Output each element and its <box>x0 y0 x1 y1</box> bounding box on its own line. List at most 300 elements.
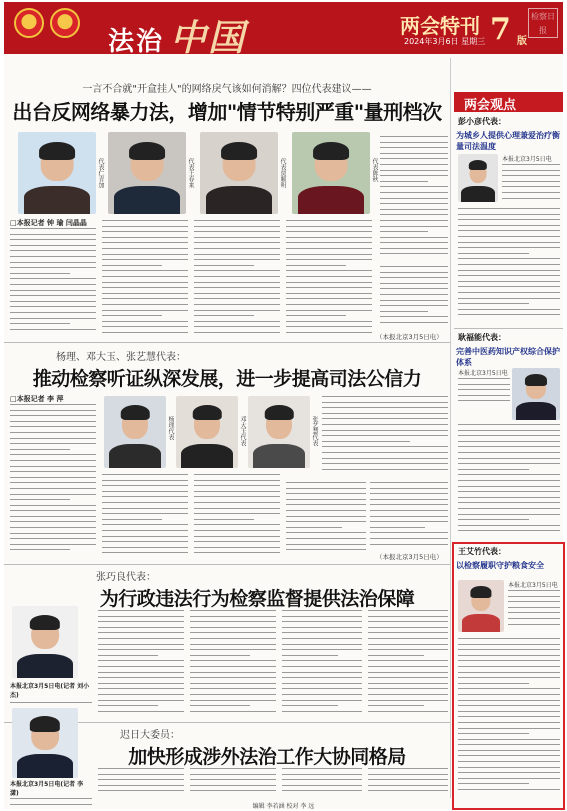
text-line <box>458 452 560 453</box>
text-line <box>194 321 280 322</box>
text-line <box>10 466 96 467</box>
article2-note: （本报北京3月5日电） <box>376 553 443 561</box>
text-line <box>102 248 188 249</box>
text-line <box>98 655 158 656</box>
sidebar-item-title: 完善中医药知识产权综合保护体系 <box>456 346 560 367</box>
column-divider <box>450 58 451 798</box>
text-line <box>190 621 276 622</box>
text-line <box>194 254 280 255</box>
page-unit: 版 <box>517 36 527 47</box>
text-line <box>458 253 529 254</box>
article-text <box>368 768 448 798</box>
text-line <box>102 259 188 260</box>
text-line <box>502 164 560 165</box>
text-line <box>380 253 448 254</box>
article-text <box>98 610 184 718</box>
portrait-photo <box>176 396 238 468</box>
text-line <box>10 410 96 411</box>
text-line <box>10 295 96 296</box>
text-line <box>368 785 448 786</box>
text-line <box>458 384 510 385</box>
article-text <box>190 610 276 718</box>
section-divider <box>454 328 563 329</box>
article-text <box>370 482 448 550</box>
text-line <box>10 544 96 545</box>
article2-kicker: 杨理、邓大玉、张艺慧代表： <box>56 352 186 363</box>
text-line <box>380 175 448 176</box>
text-line <box>282 711 362 712</box>
text-line <box>286 287 372 288</box>
photo-caption: 本报北京3月5日电(记者 李 潇) <box>10 781 84 797</box>
article-text <box>10 404 96 558</box>
sidebar-item-meta: 本报北京3月5日电 <box>502 156 552 163</box>
text-line <box>102 315 162 316</box>
text-line <box>194 536 280 537</box>
text-line <box>102 237 188 238</box>
text-line <box>102 321 188 322</box>
text-line <box>380 237 448 238</box>
text-line <box>190 700 276 701</box>
masthead <box>4 2 563 54</box>
text-line <box>194 248 280 249</box>
brand-title: 法治 中国 <box>108 17 247 54</box>
text-line <box>502 186 560 187</box>
text-line <box>458 514 560 515</box>
text-line <box>322 463 448 464</box>
portrait-photo <box>512 368 560 420</box>
text-line <box>98 705 158 706</box>
text-line <box>286 532 366 533</box>
text-line <box>98 644 184 645</box>
text-line <box>380 242 448 243</box>
text-line <box>380 283 448 284</box>
text-line <box>286 504 366 505</box>
text-line <box>380 203 448 204</box>
photo-caption: 代表陈秋 <box>371 158 378 182</box>
text-line <box>380 192 448 193</box>
article-text <box>322 396 448 478</box>
text-line <box>368 666 448 667</box>
text-line <box>380 170 448 171</box>
text-line <box>368 677 448 678</box>
text-line <box>380 214 448 215</box>
text-line <box>380 158 448 159</box>
article4-kicker: 迟日大委员： <box>120 730 180 741</box>
text-line <box>286 310 372 311</box>
portrait-photo <box>12 606 78 678</box>
text-line <box>282 644 362 645</box>
text-line <box>194 310 280 311</box>
text-line <box>102 536 188 537</box>
article-text <box>102 220 188 338</box>
text-line <box>370 516 448 517</box>
text-line <box>368 768 448 769</box>
text-line <box>102 530 188 531</box>
text-line <box>370 488 448 489</box>
text-line <box>10 278 96 279</box>
text-line <box>380 181 428 182</box>
text-line <box>10 323 70 324</box>
text-line <box>380 266 448 267</box>
article-text <box>458 424 560 536</box>
text-line <box>380 231 428 232</box>
text-line <box>10 301 96 302</box>
text-line <box>458 395 510 396</box>
text-line <box>458 530 560 531</box>
text-line <box>98 768 184 769</box>
article2-headline: 推动检察听证纵深发展，进一步提高司法公信力 <box>32 368 422 390</box>
text-line <box>194 508 280 509</box>
text-line <box>98 666 184 667</box>
text-line <box>190 672 276 673</box>
text-line <box>10 488 96 489</box>
text-line <box>282 705 338 706</box>
article2-byline: □本报记者 李 萍 <box>10 395 64 403</box>
text-line <box>458 219 560 220</box>
article-text <box>282 768 362 798</box>
text-line <box>286 248 372 249</box>
article-text <box>286 482 366 558</box>
text-line <box>194 220 280 221</box>
text-line <box>194 524 280 525</box>
text-line <box>10 228 96 229</box>
text-line <box>458 214 560 215</box>
text-line <box>10 454 96 455</box>
text-line <box>102 310 188 311</box>
text-line <box>282 672 362 673</box>
text-line <box>370 499 448 500</box>
text-line <box>190 683 276 684</box>
text-line <box>102 282 188 283</box>
text-line <box>458 441 560 442</box>
text-line <box>370 521 448 522</box>
page-number: 7 <box>490 12 511 47</box>
text-line <box>458 225 560 226</box>
section-divider <box>4 564 450 565</box>
text-line <box>380 272 448 273</box>
procuratorate-emblem-icon <box>50 8 80 38</box>
text-line <box>458 378 510 379</box>
text-line <box>286 220 372 221</box>
text-line <box>102 513 188 514</box>
text-line <box>286 298 372 299</box>
text-line <box>10 516 96 517</box>
article-text <box>190 768 276 798</box>
text-line <box>190 610 276 611</box>
text-line <box>194 242 280 243</box>
text-line <box>10 256 96 257</box>
text-line <box>98 711 184 712</box>
text-line <box>10 443 96 444</box>
text-line <box>322 458 448 459</box>
text-line <box>368 610 448 611</box>
text-line <box>102 220 188 221</box>
text-line <box>286 499 366 500</box>
text-line <box>282 683 362 684</box>
text-line <box>194 496 280 497</box>
sidebar-item-meta: 本报北京3月5日电 <box>508 582 558 589</box>
text-line <box>282 616 362 617</box>
text-line <box>102 265 162 266</box>
text-line <box>190 790 276 791</box>
text-line <box>380 311 428 312</box>
text-line <box>322 396 448 397</box>
text-line <box>102 524 188 525</box>
text-line <box>102 293 188 294</box>
text-line <box>98 610 184 611</box>
text-line <box>286 315 346 316</box>
text-line <box>190 632 276 633</box>
text-line <box>458 458 560 459</box>
text-line <box>102 332 188 333</box>
portrait-photo <box>248 396 310 468</box>
text-line <box>98 779 184 780</box>
text-line <box>98 638 184 639</box>
text-line <box>286 254 372 255</box>
text-line <box>322 413 448 414</box>
portrait-photo <box>18 132 96 214</box>
text-line <box>370 482 448 483</box>
portrait-photo <box>12 708 78 778</box>
text-line <box>10 234 96 235</box>
text-line <box>282 768 362 769</box>
sidebar-item-meta: 本报北京3月5日电 <box>458 370 508 377</box>
text-line <box>458 303 529 304</box>
text-line <box>322 435 448 436</box>
article-text <box>194 220 280 338</box>
text-line <box>194 530 280 531</box>
text-line <box>380 220 448 221</box>
text-line <box>102 547 188 548</box>
text-line <box>282 627 362 628</box>
text-line <box>380 277 448 278</box>
text-line <box>322 441 410 442</box>
text-line <box>370 504 448 505</box>
text-line <box>194 315 254 316</box>
text-line <box>458 286 560 287</box>
text-line <box>190 644 276 645</box>
text-line <box>10 306 96 307</box>
text-line <box>458 474 560 475</box>
text-line <box>10 798 92 799</box>
text-line <box>98 774 184 775</box>
text-line <box>194 513 280 514</box>
text-line <box>368 644 448 645</box>
text-line <box>286 549 366 550</box>
text-line <box>10 527 96 528</box>
text-line <box>10 415 96 416</box>
text-line <box>282 621 362 622</box>
text-line <box>194 304 280 305</box>
text-line <box>380 147 448 148</box>
text-line <box>368 700 448 701</box>
text-line <box>368 711 448 712</box>
text-line <box>98 677 184 678</box>
text-line <box>502 181 560 182</box>
text-line <box>458 281 560 282</box>
text-line <box>194 519 254 520</box>
sidebar-item-title: 为城乡人提供心理兼爱治疗衡量司法温度 <box>456 130 560 151</box>
text-line <box>322 424 448 425</box>
text-line <box>10 482 96 483</box>
photo-caption: 代表仁青加 <box>97 158 104 188</box>
text-line <box>286 282 372 283</box>
text-line <box>368 774 448 775</box>
text-line <box>194 502 280 503</box>
text-line <box>10 521 96 522</box>
text-line <box>102 326 188 327</box>
text-line <box>286 259 372 260</box>
text-line <box>380 164 448 165</box>
text-line <box>286 510 366 511</box>
text-line <box>190 785 276 786</box>
text-line <box>380 316 448 317</box>
text-line <box>98 616 184 617</box>
text-line <box>282 632 362 633</box>
text-line <box>190 694 276 695</box>
text-line <box>190 779 276 780</box>
text-line <box>194 270 280 271</box>
text-line <box>458 424 560 425</box>
text-line <box>10 432 96 433</box>
text-line <box>190 768 276 769</box>
text-line <box>102 304 188 305</box>
text-line <box>286 293 372 294</box>
text-line <box>368 638 448 639</box>
text-line <box>10 329 96 330</box>
photo-caption: 代表王春来 <box>187 158 194 188</box>
text-line <box>282 610 362 611</box>
text-line <box>380 186 448 187</box>
photo-caption: 杨理代表 <box>167 416 174 440</box>
text-line <box>10 262 96 263</box>
text-line <box>380 294 448 295</box>
text-line <box>282 774 362 775</box>
sidebar-item-name: 王艾竹代表： <box>458 547 506 556</box>
text-line <box>368 660 448 661</box>
text-line <box>282 677 362 678</box>
text-line <box>194 541 280 542</box>
text-line <box>380 288 448 289</box>
text-line <box>380 300 448 301</box>
article-text <box>282 610 362 718</box>
text-line <box>282 649 362 650</box>
text-line <box>368 616 448 617</box>
text-line <box>194 231 280 232</box>
text-line <box>102 502 188 503</box>
text-line <box>10 426 96 427</box>
text-line <box>282 694 362 695</box>
text-line <box>190 655 250 656</box>
article1-note: （本报北京3月5日电） <box>376 333 443 341</box>
article-text <box>458 208 560 324</box>
photo-caption: 本报北京3月5日电(记者 刘小杰) <box>10 683 90 699</box>
text-line <box>322 402 448 403</box>
main-column <box>4 58 450 809</box>
text-line <box>502 175 560 176</box>
text-line <box>10 510 96 511</box>
text-line <box>194 480 280 481</box>
text-line <box>98 694 184 695</box>
text-line <box>98 688 184 689</box>
sidebar-item-name: 耿福能代表： <box>458 333 506 342</box>
text-line <box>190 677 276 678</box>
text-line <box>98 700 184 701</box>
article-text <box>380 266 448 330</box>
text-line <box>194 226 280 227</box>
text-line <box>98 632 184 633</box>
text-line <box>10 273 70 274</box>
text-line <box>194 491 280 492</box>
article3-headline: 为行政违法行为检察监督提供法治保障 <box>99 588 415 610</box>
text-line <box>194 287 280 288</box>
text-line <box>102 485 188 486</box>
photo-caption: 张艺慧代表 <box>311 416 318 446</box>
text-line <box>368 621 448 622</box>
text-line <box>458 258 560 259</box>
issue-date: 2024年3月6日 星期三 <box>404 37 486 46</box>
text-line <box>282 779 362 780</box>
text-line <box>102 254 188 255</box>
text-line <box>380 153 448 154</box>
text-line <box>190 711 276 712</box>
text-line <box>322 469 448 470</box>
text-line <box>282 638 362 639</box>
text-line <box>322 446 448 447</box>
text-line <box>194 326 280 327</box>
text-line <box>102 541 188 542</box>
text-line <box>98 683 184 684</box>
text-line <box>380 136 448 137</box>
text-line <box>458 264 560 265</box>
text-line <box>458 298 560 299</box>
text-line <box>102 231 188 232</box>
text-line <box>458 314 560 315</box>
text-line <box>286 321 372 322</box>
text-line <box>458 236 560 237</box>
text-line <box>102 270 188 271</box>
text-line <box>10 494 96 495</box>
article-text <box>98 768 184 798</box>
text-line <box>98 621 184 622</box>
text-line <box>286 304 372 305</box>
text-line <box>322 430 448 431</box>
text-line <box>190 638 276 639</box>
text-line <box>286 544 366 545</box>
text-line <box>10 290 96 291</box>
text-line <box>368 655 424 656</box>
text-line <box>10 702 92 703</box>
text-line <box>286 482 366 483</box>
text-line <box>194 298 280 299</box>
sidebar-item-title: 以检察履职守护粮食安全 <box>456 560 544 570</box>
text-line <box>368 627 448 628</box>
text-line <box>282 666 362 667</box>
text-line <box>322 418 448 419</box>
text-line <box>370 538 448 539</box>
portrait-photo <box>104 396 166 468</box>
text-line <box>380 142 448 143</box>
text-line <box>10 267 96 268</box>
article4-headline: 加快形成涉外法治工作大协同格局 <box>128 746 406 768</box>
portrait-photo <box>292 132 370 214</box>
text-line <box>458 508 560 509</box>
text-line <box>10 460 96 461</box>
portrait-photo <box>458 154 498 202</box>
text-line <box>286 538 366 539</box>
text-line <box>458 247 560 248</box>
text-line <box>10 404 96 405</box>
